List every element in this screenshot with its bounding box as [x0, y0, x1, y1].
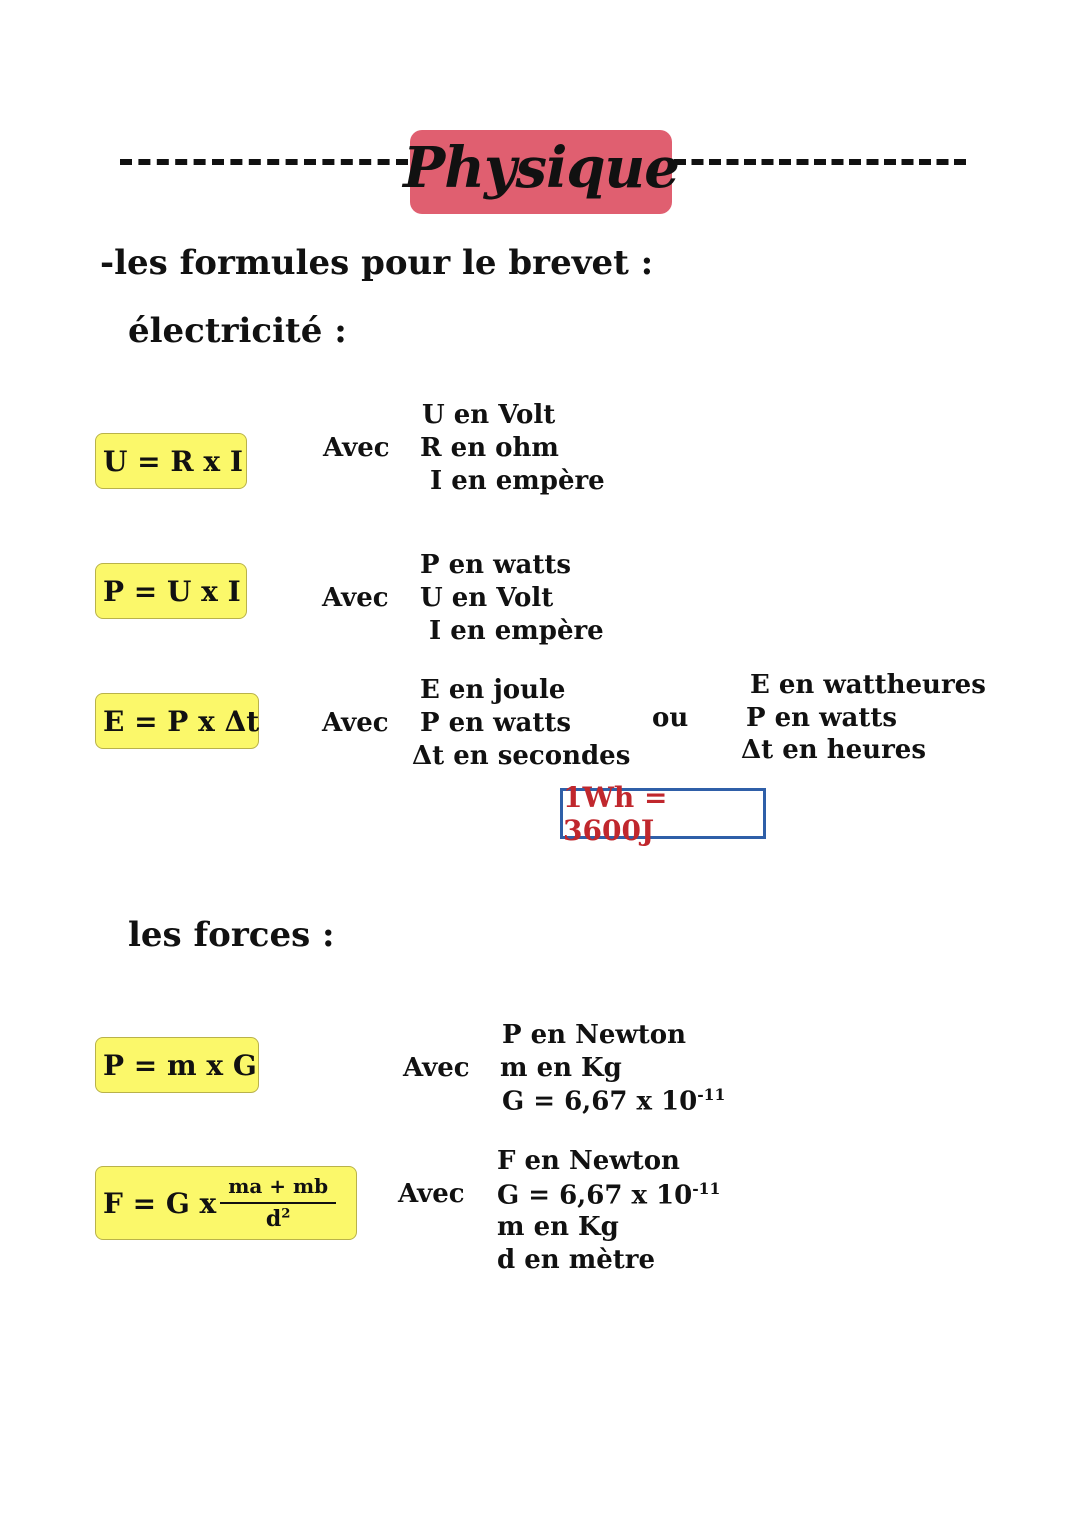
unit-line: P en watts [420, 550, 571, 580]
unit-line: P en Newton [502, 1020, 687, 1050]
denominator-exponent: 2 [281, 1206, 291, 1222]
formula-text: E = P x Δt [103, 704, 260, 738]
formula-fraction [220, 1174, 336, 1232]
alt-unit-line: E en wattheures [750, 670, 986, 700]
g-value: G = 6,67 x 10 [502, 1086, 698, 1117]
unit-line: d en mètre [497, 1245, 656, 1275]
formula-text: U = R x I [103, 444, 243, 478]
avec-label: Avec [323, 433, 390, 463]
formula-text: P = U x I [103, 574, 241, 608]
unit-line: Δt en secondes [412, 741, 631, 771]
electricity-heading: électricité : [128, 311, 347, 351]
unit-line: E en joule [420, 675, 566, 705]
formula-text: P = m x G [103, 1048, 257, 1082]
avec-label: Avec [322, 583, 389, 613]
unit-line: U en Volt [420, 583, 554, 613]
page-title: Physique [403, 135, 679, 201]
fraction-numerator: ma + mb [220, 1174, 336, 1204]
g-value: G = 6,67 x 10 [497, 1180, 693, 1211]
unit-line: I en empère [429, 616, 604, 646]
formula-energy [95, 693, 259, 749]
fraction-denominator [266, 1204, 291, 1232]
unit-line: m en Kg [500, 1053, 622, 1083]
avec-label: Avec [398, 1179, 465, 1209]
forces-heading: les forces : [128, 915, 335, 955]
g-exponent: -11 [692, 1179, 721, 1198]
formula-ohm [95, 433, 247, 489]
g-exponent: -11 [697, 1085, 726, 1104]
unit-line: P en watts [420, 708, 571, 738]
title-dash-right [674, 159, 966, 165]
g-constant [497, 1179, 720, 1211]
title-banner [403, 130, 679, 214]
unit-line: I en empère [430, 466, 605, 496]
formula-prefix: F = G x [103, 1186, 217, 1220]
alt-unit-line: Δt en heures [741, 735, 926, 765]
alt-unit-line: P en watts [746, 703, 897, 733]
conversion-box [560, 780, 766, 847]
unit-line: U en Volt [422, 400, 556, 430]
intro-heading: -les formules pour le brevet : [100, 243, 654, 283]
formula-power [95, 563, 247, 619]
unit-line: R en ohm [420, 433, 559, 463]
conversion-text: 1Wh = 3600J [563, 780, 668, 847]
title-dash-left [120, 159, 408, 165]
unit-line: m en Kg [497, 1212, 619, 1242]
formula-weight [95, 1037, 259, 1093]
avec-label: Avec [403, 1053, 470, 1083]
unit-line: F en Newton [497, 1146, 680, 1176]
denominator-base: d [265, 1206, 282, 1232]
formula-gravitation [95, 1166, 357, 1240]
g-constant [502, 1085, 725, 1117]
avec-label: Avec [322, 708, 389, 738]
or-label: ou [652, 703, 689, 733]
